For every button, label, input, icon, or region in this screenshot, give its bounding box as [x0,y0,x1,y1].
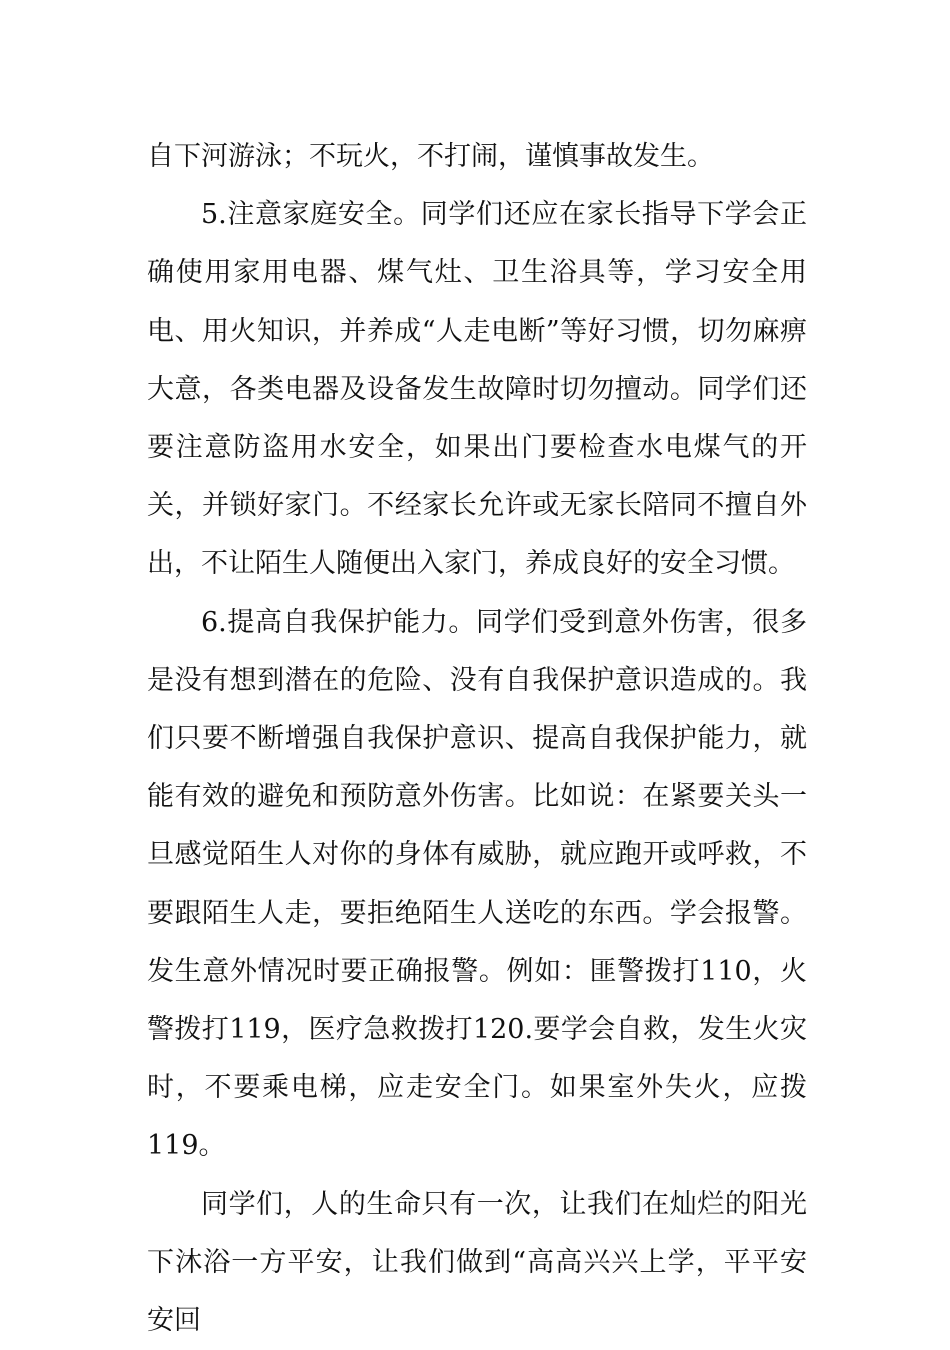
paragraph-home-safety: 5.注意家庭安全。同学们还应在家长指导下学会正确使用家用电器、煤气灶、卫生浴具等，学习安全用电、用火知识，并养成“人走电断”等好习惯，切勿麻痹大意，各类电器及设备发生故障时切勿擅动。同学们还要注意防盗用水安全，如果出门要检查水电煤气的开关，并锁好家门。不经家长允许或无家长陪同不擅自外出，不让陌生人随便出入家门，养成良好的安全习惯。 [147,199,807,580]
paragraph-self-protection: 6.提高自我保护能力。同学们受到意外伤害，很多是没有想到潜在的危险、没有自我保护意识造成的。我们只要不断增强自我保护意识、提高自我保护能力，就能有效的避免和预防意外伤害。比如说：在紧要关头一旦感觉陌生人对你的身体有威胁，就应跑开或呼救，不要跟陌生人走，要拒绝陌生人送吃的东西。学会报警。发生意外情况时要正确报警。例如：匪警拨打110，火警拨打119，医疗急救拨打120.要学会自救，发生火灾时，不要乘电梯，应走安全门。如果室外失火，应拨119。 [147,606,807,1162]
paragraph-continuation: 自下河游泳；不玩火，不打闹，谨慎事故发生。 [147,141,714,172]
paragraph-closing: 同学们，人的生命只有一次，让我们在灿烂的阳光下沐浴一方平安，让我们做到“高高兴兴上学，平平安安回 [147,1188,807,1337]
body-text [147,128,807,1350]
